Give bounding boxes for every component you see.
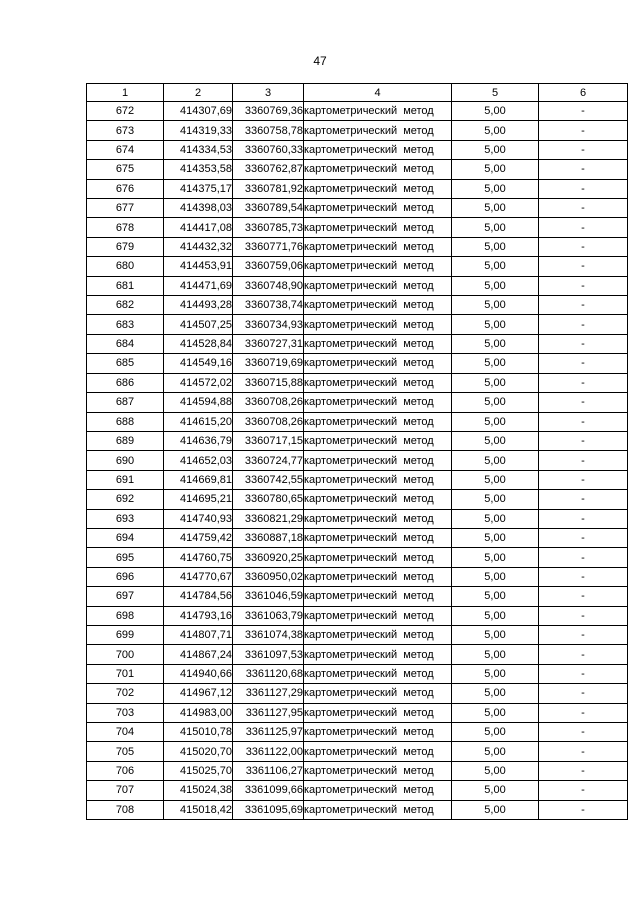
table-row bbox=[87, 160, 628, 179]
table-header-row bbox=[87, 84, 628, 102]
accuracy-cell: 5,00 bbox=[452, 199, 539, 218]
point-number-cell: 672 bbox=[87, 102, 164, 121]
table-row bbox=[87, 490, 628, 509]
method-cell: картометрический метод bbox=[304, 587, 452, 606]
method-cell: картометрический метод bbox=[304, 199, 452, 218]
description-cell: - bbox=[539, 237, 628, 256]
method-cell: картометрический метод bbox=[304, 781, 452, 800]
accuracy-cell: 5,00 bbox=[452, 761, 539, 780]
coordinate-x-cell: 414375,17 bbox=[164, 179, 233, 198]
coordinate-y-cell: 3361097,53 bbox=[233, 645, 304, 664]
description-cell: - bbox=[539, 781, 628, 800]
accuracy-cell: 5,00 bbox=[452, 237, 539, 256]
coordinate-x-cell: 414983,00 bbox=[164, 703, 233, 722]
method-cell: картометрический метод bbox=[304, 625, 452, 644]
point-number-cell: 684 bbox=[87, 334, 164, 353]
method-cell: картометрический метод bbox=[304, 393, 452, 412]
point-number-cell: 675 bbox=[87, 160, 164, 179]
point-number-cell: 688 bbox=[87, 412, 164, 431]
table-row bbox=[87, 509, 628, 528]
accuracy-cell: 5,00 bbox=[452, 393, 539, 412]
accuracy-cell: 5,00 bbox=[452, 121, 539, 140]
point-number-cell: 686 bbox=[87, 373, 164, 392]
method-cell: картометрический метод bbox=[304, 800, 452, 819]
coordinate-x-cell: 414652,03 bbox=[164, 451, 233, 470]
method-cell: картометрический метод bbox=[304, 509, 452, 528]
column-header-6: 6 bbox=[539, 84, 628, 102]
column-header-4: 4 bbox=[304, 84, 452, 102]
point-number-cell: 681 bbox=[87, 276, 164, 295]
description-cell: - bbox=[539, 315, 628, 334]
coordinate-x-cell: 414759,42 bbox=[164, 528, 233, 547]
table-row bbox=[87, 800, 628, 819]
table-row bbox=[87, 587, 628, 606]
accuracy-cell: 5,00 bbox=[452, 645, 539, 664]
table-row bbox=[87, 121, 628, 140]
description-cell: - bbox=[539, 567, 628, 586]
point-number-cell: 703 bbox=[87, 703, 164, 722]
description-cell: - bbox=[539, 257, 628, 276]
method-cell: картометрический метод bbox=[304, 179, 452, 198]
point-number-cell: 683 bbox=[87, 315, 164, 334]
table-row bbox=[87, 567, 628, 586]
accuracy-cell: 5,00 bbox=[452, 257, 539, 276]
accuracy-cell: 5,00 bbox=[452, 567, 539, 586]
coordinate-y-cell: 3360780,65 bbox=[233, 490, 304, 509]
description-cell: - bbox=[539, 509, 628, 528]
coordinate-y-cell: 3360762,87 bbox=[233, 160, 304, 179]
point-number-cell: 678 bbox=[87, 218, 164, 237]
point-number-cell: 706 bbox=[87, 761, 164, 780]
coordinate-x-cell: 414334,53 bbox=[164, 140, 233, 159]
coordinate-y-cell: 3360738,74 bbox=[233, 296, 304, 315]
coordinate-y-cell: 3361127,95 bbox=[233, 703, 304, 722]
description-cell: - bbox=[539, 296, 628, 315]
table-row bbox=[87, 199, 628, 218]
method-cell: картометрический метод bbox=[304, 761, 452, 780]
coordinate-y-cell: 3361099,66 bbox=[233, 781, 304, 800]
method-cell: картометрический метод bbox=[304, 218, 452, 237]
description-cell: - bbox=[539, 664, 628, 683]
method-cell: картометрический метод bbox=[304, 140, 452, 159]
coordinate-x-cell: 414528,84 bbox=[164, 334, 233, 353]
accuracy-cell: 5,00 bbox=[452, 354, 539, 373]
point-number-cell: 674 bbox=[87, 140, 164, 159]
accuracy-cell: 5,00 bbox=[452, 451, 539, 470]
accuracy-cell: 5,00 bbox=[452, 431, 539, 450]
coordinate-y-cell: 3360760,33 bbox=[233, 140, 304, 159]
method-cell: картометрический метод bbox=[304, 528, 452, 547]
accuracy-cell: 5,00 bbox=[452, 781, 539, 800]
coordinate-y-cell: 3360769,36 bbox=[233, 102, 304, 121]
point-number-cell: 693 bbox=[87, 509, 164, 528]
description-cell: - bbox=[539, 199, 628, 218]
description-cell: - bbox=[539, 160, 628, 179]
method-cell: картометрический метод bbox=[304, 373, 452, 392]
description-cell: - bbox=[539, 587, 628, 606]
method-cell: картометрический метод bbox=[304, 296, 452, 315]
coordinate-x-cell: 414319,33 bbox=[164, 121, 233, 140]
description-cell: - bbox=[539, 684, 628, 703]
description-cell: - bbox=[539, 451, 628, 470]
description-cell: - bbox=[539, 412, 628, 431]
coordinate-y-cell: 3360781,92 bbox=[233, 179, 304, 198]
accuracy-cell: 5,00 bbox=[452, 490, 539, 509]
point-number-cell: 677 bbox=[87, 199, 164, 218]
table-row bbox=[87, 102, 628, 121]
description-cell: - bbox=[539, 625, 628, 644]
table-row bbox=[87, 431, 628, 450]
accuracy-cell: 5,00 bbox=[452, 373, 539, 392]
coordinate-y-cell: 3361074,38 bbox=[233, 625, 304, 644]
coordinate-y-cell: 3360715,88 bbox=[233, 373, 304, 392]
accuracy-cell: 5,00 bbox=[452, 102, 539, 121]
coordinate-x-cell: 414353,58 bbox=[164, 160, 233, 179]
method-cell: картометрический метод bbox=[304, 684, 452, 703]
method-cell: картометрический метод bbox=[304, 315, 452, 334]
description-cell: - bbox=[539, 606, 628, 625]
coordinate-x-cell: 414453,91 bbox=[164, 257, 233, 276]
coordinate-y-cell: 3360742,55 bbox=[233, 470, 304, 489]
table-row bbox=[87, 703, 628, 722]
accuracy-cell: 5,00 bbox=[452, 315, 539, 334]
coordinate-x-cell: 414867,24 bbox=[164, 645, 233, 664]
table-row bbox=[87, 781, 628, 800]
method-cell: картометрический метод bbox=[304, 451, 452, 470]
description-cell: - bbox=[539, 645, 628, 664]
accuracy-cell: 5,00 bbox=[452, 179, 539, 198]
accuracy-cell: 5,00 bbox=[452, 800, 539, 819]
coordinate-y-cell: 3361125,97 bbox=[233, 723, 304, 742]
point-number-cell: 701 bbox=[87, 664, 164, 683]
coordinate-x-cell: 414417,08 bbox=[164, 218, 233, 237]
table-body bbox=[87, 102, 628, 820]
coordinate-y-cell: 3360785,73 bbox=[233, 218, 304, 237]
description-cell: - bbox=[539, 703, 628, 722]
point-number-cell: 673 bbox=[87, 121, 164, 140]
coordinate-x-cell: 414432,32 bbox=[164, 237, 233, 256]
point-number-cell: 707 bbox=[87, 781, 164, 800]
accuracy-cell: 5,00 bbox=[452, 334, 539, 353]
table-row bbox=[87, 451, 628, 470]
coordinate-y-cell: 3360708,26 bbox=[233, 393, 304, 412]
point-number-cell: 689 bbox=[87, 431, 164, 450]
method-cell: картометрический метод bbox=[304, 334, 452, 353]
point-number-cell: 698 bbox=[87, 606, 164, 625]
coordinate-x-cell: 415025,70 bbox=[164, 761, 233, 780]
coordinate-x-cell: 414967,12 bbox=[164, 684, 233, 703]
coordinate-y-cell: 3360887,18 bbox=[233, 528, 304, 547]
table-row bbox=[87, 548, 628, 567]
coordinate-x-cell: 414549,16 bbox=[164, 354, 233, 373]
method-cell: картометрический метод bbox=[304, 606, 452, 625]
coordinate-x-cell: 414770,67 bbox=[164, 567, 233, 586]
table-row bbox=[87, 742, 628, 761]
table-row bbox=[87, 179, 628, 198]
coordinate-x-cell: 414740,93 bbox=[164, 509, 233, 528]
point-number-cell: 679 bbox=[87, 237, 164, 256]
coordinate-x-cell: 414695,21 bbox=[164, 490, 233, 509]
coordinate-y-cell: 3361046,59 bbox=[233, 587, 304, 606]
coordinate-x-cell: 414760,75 bbox=[164, 548, 233, 567]
coordinate-y-cell: 3360727,31 bbox=[233, 334, 304, 353]
table-row bbox=[87, 684, 628, 703]
point-number-cell: 685 bbox=[87, 354, 164, 373]
method-cell: картометрический метод bbox=[304, 276, 452, 295]
point-number-cell: 694 bbox=[87, 528, 164, 547]
method-cell: картометрический метод bbox=[304, 664, 452, 683]
accuracy-cell: 5,00 bbox=[452, 606, 539, 625]
description-cell: - bbox=[539, 276, 628, 295]
method-cell: картометрический метод bbox=[304, 723, 452, 742]
accuracy-cell: 5,00 bbox=[452, 470, 539, 489]
accuracy-cell: 5,00 bbox=[452, 412, 539, 431]
method-cell: картометрический метод bbox=[304, 237, 452, 256]
coordinate-y-cell: 3360758,78 bbox=[233, 121, 304, 140]
accuracy-cell: 5,00 bbox=[452, 509, 539, 528]
accuracy-cell: 5,00 bbox=[452, 625, 539, 644]
coordinate-y-cell: 3360789,54 bbox=[233, 199, 304, 218]
table-row bbox=[87, 393, 628, 412]
coordinate-y-cell: 3361106,27 bbox=[233, 761, 304, 780]
method-cell: картометрический метод bbox=[304, 645, 452, 664]
accuracy-cell: 5,00 bbox=[452, 160, 539, 179]
accuracy-cell: 5,00 bbox=[452, 296, 539, 315]
description-cell: - bbox=[539, 121, 628, 140]
table-row bbox=[87, 140, 628, 159]
table-row bbox=[87, 237, 628, 256]
coordinate-x-cell: 414507,25 bbox=[164, 315, 233, 334]
table-row bbox=[87, 296, 628, 315]
accuracy-cell: 5,00 bbox=[452, 742, 539, 761]
description-cell: - bbox=[539, 723, 628, 742]
description-cell: - bbox=[539, 761, 628, 780]
method-cell: картометрический метод bbox=[304, 257, 452, 276]
table-row bbox=[87, 761, 628, 780]
coordinate-y-cell: 3360748,90 bbox=[233, 276, 304, 295]
coordinate-y-cell: 3360920,25 bbox=[233, 548, 304, 567]
accuracy-cell: 5,00 bbox=[452, 587, 539, 606]
coordinate-x-cell: 414615,20 bbox=[164, 412, 233, 431]
point-number-cell: 696 bbox=[87, 567, 164, 586]
method-cell: картометрический метод bbox=[304, 412, 452, 431]
coordinate-x-cell: 414940,66 bbox=[164, 664, 233, 683]
point-number-cell: 708 bbox=[87, 800, 164, 819]
column-header-1: 1 bbox=[87, 84, 164, 102]
coordinate-y-cell: 3360724,77 bbox=[233, 451, 304, 470]
coordinate-x-cell: 414572,02 bbox=[164, 373, 233, 392]
point-number-cell: 687 bbox=[87, 393, 164, 412]
coordinate-y-cell: 3360771,76 bbox=[233, 237, 304, 256]
coordinate-y-cell: 3361122,00 bbox=[233, 742, 304, 761]
description-cell: - bbox=[539, 470, 628, 489]
accuracy-cell: 5,00 bbox=[452, 218, 539, 237]
column-header-2: 2 bbox=[164, 84, 233, 102]
table-row bbox=[87, 625, 628, 644]
point-number-cell: 699 bbox=[87, 625, 164, 644]
description-cell: - bbox=[539, 548, 628, 567]
description-cell: - bbox=[539, 393, 628, 412]
accuracy-cell: 5,00 bbox=[452, 684, 539, 703]
accuracy-cell: 5,00 bbox=[452, 664, 539, 683]
description-cell: - bbox=[539, 140, 628, 159]
coordinate-y-cell: 3361120,68 bbox=[233, 664, 304, 683]
table-row bbox=[87, 528, 628, 547]
coordinate-x-cell: 414807,71 bbox=[164, 625, 233, 644]
description-cell: - bbox=[539, 102, 628, 121]
coordinate-x-cell: 415024,38 bbox=[164, 781, 233, 800]
coordinate-y-cell: 3360717,15 bbox=[233, 431, 304, 450]
accuracy-cell: 5,00 bbox=[452, 140, 539, 159]
column-header-5: 5 bbox=[452, 84, 539, 102]
table-row bbox=[87, 315, 628, 334]
point-number-cell: 695 bbox=[87, 548, 164, 567]
point-number-cell: 697 bbox=[87, 587, 164, 606]
coordinate-y-cell: 3360734,93 bbox=[233, 315, 304, 334]
point-number-cell: 690 bbox=[87, 451, 164, 470]
method-cell: картометрический метод bbox=[304, 567, 452, 586]
table-row bbox=[87, 218, 628, 237]
coordinate-y-cell: 3360950,02 bbox=[233, 567, 304, 586]
point-number-cell: 676 bbox=[87, 179, 164, 198]
coordinate-x-cell: 414594,88 bbox=[164, 393, 233, 412]
table-row bbox=[87, 354, 628, 373]
point-number-cell: 702 bbox=[87, 684, 164, 703]
table-row bbox=[87, 412, 628, 431]
method-cell: картометрический метод bbox=[304, 548, 452, 567]
coordinate-y-cell: 3361063,79 bbox=[233, 606, 304, 625]
table-row bbox=[87, 664, 628, 683]
method-cell: картометрический метод bbox=[304, 431, 452, 450]
point-number-cell: 682 bbox=[87, 296, 164, 315]
coordinate-x-cell: 414471,69 bbox=[164, 276, 233, 295]
point-number-cell: 680 bbox=[87, 257, 164, 276]
method-cell: картометрический метод bbox=[304, 354, 452, 373]
method-cell: картометрический метод bbox=[304, 703, 452, 722]
coordinate-y-cell: 3360759,06 bbox=[233, 257, 304, 276]
table-row bbox=[87, 470, 628, 489]
table-row bbox=[87, 645, 628, 664]
table-row bbox=[87, 257, 628, 276]
coordinate-y-cell: 3361127,29 bbox=[233, 684, 304, 703]
table-row bbox=[87, 373, 628, 392]
accuracy-cell: 5,00 bbox=[452, 528, 539, 547]
description-cell: - bbox=[539, 800, 628, 819]
table-row bbox=[87, 606, 628, 625]
description-cell: - bbox=[539, 218, 628, 237]
coordinate-x-cell: 415018,42 bbox=[164, 800, 233, 819]
point-number-cell: 700 bbox=[87, 645, 164, 664]
description-cell: - bbox=[539, 179, 628, 198]
page-number: 47 bbox=[313, 54, 327, 68]
accuracy-cell: 5,00 bbox=[452, 276, 539, 295]
coordinate-x-cell: 415020,70 bbox=[164, 742, 233, 761]
coordinate-y-cell: 3360821,29 bbox=[233, 509, 304, 528]
coordinate-y-cell: 3361095,69 bbox=[233, 800, 304, 819]
description-cell: - bbox=[539, 431, 628, 450]
method-cell: картометрический метод bbox=[304, 742, 452, 761]
description-cell: - bbox=[539, 528, 628, 547]
accuracy-cell: 5,00 bbox=[452, 548, 539, 567]
coordinate-x-cell: 414669,81 bbox=[164, 470, 233, 489]
method-cell: картометрический метод bbox=[304, 490, 452, 509]
accuracy-cell: 5,00 bbox=[452, 723, 539, 742]
column-header-3: 3 bbox=[233, 84, 304, 102]
description-cell: - bbox=[539, 490, 628, 509]
coordinate-y-cell: 3360708,26 bbox=[233, 412, 304, 431]
table-row bbox=[87, 334, 628, 353]
table-row bbox=[87, 723, 628, 742]
point-number-cell: 705 bbox=[87, 742, 164, 761]
method-cell: картометрический метод bbox=[304, 102, 452, 121]
point-number-cell: 692 bbox=[87, 490, 164, 509]
coordinate-x-cell: 414793,16 bbox=[164, 606, 233, 625]
coordinate-x-cell: 415010,78 bbox=[164, 723, 233, 742]
coordinate-x-cell: 414398,03 bbox=[164, 199, 233, 218]
table-row bbox=[87, 276, 628, 295]
description-cell: - bbox=[539, 373, 628, 392]
description-cell: - bbox=[539, 334, 628, 353]
coordinate-x-cell: 414307,69 bbox=[164, 102, 233, 121]
method-cell: картометрический метод bbox=[304, 160, 452, 179]
accuracy-cell: 5,00 bbox=[452, 703, 539, 722]
coordinate-x-cell: 414636,79 bbox=[164, 431, 233, 450]
description-cell: - bbox=[539, 354, 628, 373]
coordinate-y-cell: 3360719,69 bbox=[233, 354, 304, 373]
description-cell: - bbox=[539, 742, 628, 761]
method-cell: картометрический метод bbox=[304, 470, 452, 489]
method-cell: картометрический метод bbox=[304, 121, 452, 140]
coordinate-x-cell: 414784,56 bbox=[164, 587, 233, 606]
point-number-cell: 691 bbox=[87, 470, 164, 489]
coordinates-table bbox=[86, 83, 628, 820]
coordinate-x-cell: 414493,28 bbox=[164, 296, 233, 315]
point-number-cell: 704 bbox=[87, 723, 164, 742]
